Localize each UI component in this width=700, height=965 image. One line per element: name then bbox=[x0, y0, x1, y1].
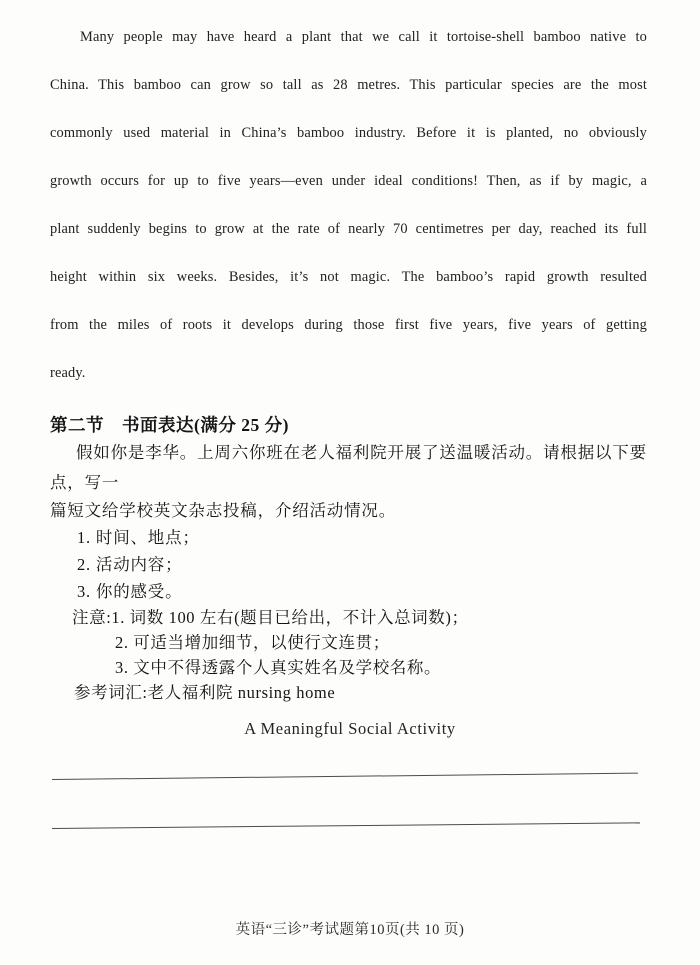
passage-line: ready. bbox=[50, 365, 86, 381]
task-points bbox=[77, 524, 650, 605]
passage-line: plant suddenly begins to grow at the rate of nearly 70 centimetres per day, reached its full bbox=[50, 221, 647, 237]
passage-line: growth occurs for up to five years—even under ideal conditions! Then, as if by magic, a bbox=[50, 173, 647, 189]
task-point: 2. 活动内容； bbox=[77, 555, 183, 574]
task-point: 1. 时间、地点； bbox=[77, 528, 200, 547]
task-intro-line: 篇短文给学校英文杂志投稿，介绍活动情况。 bbox=[50, 501, 396, 520]
passage-line: height within six weeks. Besides, it’s not magic. The bamboo’s rapid growth resulted bbox=[50, 269, 647, 285]
task-note: 2. 可适当增加细节，以使行文连贯； bbox=[115, 633, 390, 652]
task-intro bbox=[50, 438, 650, 524]
reference-vocabulary: 参考词汇:老人福利院 nursing home bbox=[74, 683, 336, 702]
writing-task-section bbox=[50, 412, 650, 739]
task-note: 3. 文中不得透露个人真实姓名及学校名称。 bbox=[115, 658, 442, 677]
page-footer: 英语“三诊”考试题第10页(共 10 页) bbox=[235, 922, 465, 938]
task-intro-line: 假如你是李华。上周六你班在老人福利院开展了送温暖活动。请根据以下要点，写一 bbox=[50, 443, 647, 492]
answer-ruled-line bbox=[52, 773, 638, 780]
section-heading: 第二节 书面表达(满分 25 分) bbox=[50, 415, 289, 435]
answer-ruled-line bbox=[52, 822, 640, 829]
reading-passage bbox=[50, 13, 647, 397]
task-notes bbox=[50, 605, 650, 680]
passage-line: commonly used material in China’s bamboo industry. Before it is planted, no obviously bbox=[50, 125, 647, 141]
task-note: 注意:1. 词数 100 左右(题目已给出，不计入总词数)； bbox=[72, 608, 469, 627]
task-point: 3. 你的感受。 bbox=[77, 582, 183, 601]
passage-line: China. This bamboo can grow so tall as 28 metres. This particular species are the most bbox=[50, 77, 647, 93]
essay-title: A Meaningful Social Activity bbox=[244, 719, 456, 738]
passage-line: from the miles of roots it develops during those first five years, five years of getting bbox=[50, 317, 647, 333]
passage-line: Many people may have heard a plant that we call it tortoise-shell bamboo native to bbox=[80, 29, 647, 45]
